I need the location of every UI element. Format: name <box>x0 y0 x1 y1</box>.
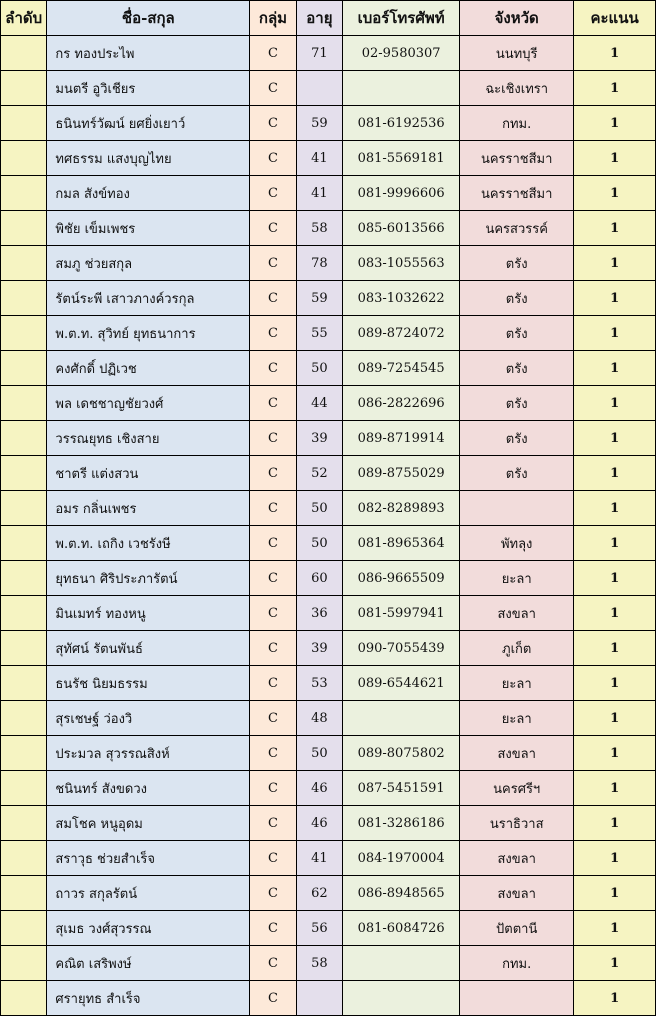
phone-cell[interactable]: 089-6544621 <box>343 666 460 701</box>
score-cell[interactable]: 1 <box>574 526 656 561</box>
province-cell[interactable]: ฉะเชิงเทรา <box>460 71 574 106</box>
score-cell[interactable]: 1 <box>574 631 656 666</box>
name-cell[interactable]: มนตรี อูวิเชียร <box>47 71 250 106</box>
age-cell[interactable]: 46 <box>296 806 342 841</box>
index-cell[interactable] <box>1 211 47 246</box>
index-cell[interactable] <box>1 456 47 491</box>
table-row <box>1 141 656 176</box>
group-cell[interactable]: C <box>250 701 296 736</box>
age-cell[interactable]: 58 <box>296 211 342 246</box>
header-index[interactable]: ลำดับ <box>1 1 47 36</box>
index-cell[interactable] <box>1 981 47 1016</box>
name-cell[interactable]: มินเมทร์ ทองหนู <box>47 596 250 631</box>
name-cell[interactable]: กร ทองประไพ <box>47 36 250 71</box>
province-cell[interactable]: นนทบุรี <box>460 36 574 71</box>
province-cell[interactable]: ยะลา <box>460 701 574 736</box>
index-cell[interactable] <box>1 316 47 351</box>
age-cell[interactable]: 36 <box>296 596 342 631</box>
province-cell[interactable]: ตรัง <box>460 386 574 421</box>
province-cell[interactable] <box>460 981 574 1016</box>
index-cell[interactable] <box>1 946 47 981</box>
table-row <box>1 666 656 701</box>
name-cell[interactable]: ทศธรรม แสงบุญไทย <box>47 141 250 176</box>
phone-cell[interactable]: 086-2822696 <box>343 386 460 421</box>
age-cell[interactable]: 39 <box>296 421 342 456</box>
province-cell[interactable]: นครสวรรค์ <box>460 211 574 246</box>
index-cell[interactable] <box>1 176 47 211</box>
age-cell[interactable] <box>296 71 342 106</box>
age-cell[interactable]: 62 <box>296 876 342 911</box>
name-cell[interactable]: พล เดชชาญชัยวงศ์ <box>47 386 250 421</box>
group-cell[interactable]: C <box>250 841 296 876</box>
score-cell[interactable]: 1 <box>574 841 656 876</box>
score-cell[interactable]: 1 <box>574 281 656 316</box>
province-cell[interactable]: ตรัง <box>460 421 574 456</box>
header-age[interactable]: อายุ <box>296 1 342 36</box>
phone-cell[interactable]: 081-9996606 <box>343 176 460 211</box>
header-row <box>1 1 656 36</box>
index-cell[interactable] <box>1 351 47 386</box>
name-cell[interactable]: สมภู ช่วยสกุล <box>47 246 250 281</box>
table-row <box>1 456 656 491</box>
index-cell[interactable] <box>1 386 47 421</box>
table-row <box>1 281 656 316</box>
score-cell[interactable]: 1 <box>574 351 656 386</box>
index-cell[interactable] <box>1 246 47 281</box>
phone-cell[interactable]: 083-1055563 <box>343 246 460 281</box>
name-cell[interactable]: ถาวร สกุลรัตน์ <box>47 876 250 911</box>
group-cell[interactable]: C <box>250 71 296 106</box>
index-cell[interactable] <box>1 141 47 176</box>
index-cell[interactable] <box>1 421 47 456</box>
phone-cell[interactable]: 02-9580307 <box>343 36 460 71</box>
score-cell[interactable]: 1 <box>574 71 656 106</box>
name-cell[interactable]: สมโชค หนูอุดม <box>47 806 250 841</box>
table-row <box>1 911 656 946</box>
table-row <box>1 841 656 876</box>
group-cell[interactable]: C <box>250 421 296 456</box>
name-cell[interactable]: ประมวล สุวรรณสิงห์ <box>47 736 250 771</box>
province-cell[interactable]: ปัตตานี <box>460 911 574 946</box>
score-cell[interactable]: 1 <box>574 36 656 71</box>
score-cell[interactable]: 1 <box>574 561 656 596</box>
province-cell[interactable]: นครราชสีมา <box>460 141 574 176</box>
phone-cell[interactable]: 081-3286186 <box>343 806 460 841</box>
group-cell[interactable]: C <box>250 771 296 806</box>
index-cell[interactable] <box>1 36 47 71</box>
phone-cell[interactable]: 089-7254545 <box>343 351 460 386</box>
index-cell[interactable] <box>1 701 47 736</box>
province-cell[interactable]: สงขลา <box>460 736 574 771</box>
score-cell[interactable]: 1 <box>574 666 656 701</box>
phone-cell[interactable] <box>343 701 460 736</box>
phone-cell[interactable]: 089-8724072 <box>343 316 460 351</box>
name-cell[interactable]: ชาตรี แต่งสวน <box>47 456 250 491</box>
name-cell[interactable]: คงศักดิ์ ปฏิเวช <box>47 351 250 386</box>
index-cell[interactable] <box>1 666 47 701</box>
age-cell[interactable]: 44 <box>296 386 342 421</box>
group-cell[interactable]: C <box>250 596 296 631</box>
score-cell[interactable]: 1 <box>574 946 656 981</box>
phone-cell[interactable]: 082-8289893 <box>343 491 460 526</box>
group-cell[interactable]: C <box>250 316 296 351</box>
header-phone[interactable]: เบอร์โทรศัพท์ <box>343 1 460 36</box>
age-cell[interactable]: 71 <box>296 36 342 71</box>
phone-cell[interactable] <box>343 946 460 981</box>
group-cell[interactable]: C <box>250 281 296 316</box>
age-cell[interactable]: 50 <box>296 351 342 386</box>
table-row <box>1 176 656 211</box>
table-row <box>1 211 656 246</box>
index-cell[interactable] <box>1 911 47 946</box>
score-cell[interactable]: 1 <box>574 491 656 526</box>
header-score[interactable]: คะแนน <box>574 1 656 36</box>
age-cell[interactable]: 48 <box>296 701 342 736</box>
index-cell[interactable] <box>1 631 47 666</box>
header-group[interactable]: กลุ่ม <box>250 1 296 36</box>
group-cell[interactable]: C <box>250 736 296 771</box>
province-cell[interactable]: พัทลุง <box>460 526 574 561</box>
province-cell[interactable]: นราธิวาส <box>460 806 574 841</box>
name-cell[interactable]: ชนินทร์ สังขดวง <box>47 771 250 806</box>
age-cell[interactable]: 46 <box>296 771 342 806</box>
age-cell[interactable]: 41 <box>296 176 342 211</box>
phone-cell[interactable]: 087-5451591 <box>343 771 460 806</box>
header-province[interactable]: จังหวัด <box>460 1 574 36</box>
group-cell[interactable]: C <box>250 946 296 981</box>
index-cell[interactable] <box>1 876 47 911</box>
phone-cell[interactable] <box>343 981 460 1016</box>
group-cell[interactable]: C <box>250 806 296 841</box>
score-cell[interactable]: 1 <box>574 911 656 946</box>
phone-cell[interactable]: 081-5997941 <box>343 596 460 631</box>
table-row <box>1 876 656 911</box>
table-row <box>1 491 656 526</box>
province-cell[interactable]: ตรัง <box>460 351 574 386</box>
phone-cell[interactable]: 081-8965364 <box>343 526 460 561</box>
table-row <box>1 106 656 141</box>
name-cell[interactable]: สุทัศน์ รัตนพันธ์ <box>47 631 250 666</box>
score-cell[interactable]: 1 <box>574 386 656 421</box>
index-cell[interactable] <box>1 841 47 876</box>
score-cell[interactable]: 1 <box>574 141 656 176</box>
name-cell[interactable]: พ.ต.ท. สุวิทย์ ยุทธนาการ <box>47 316 250 351</box>
name-cell[interactable]: รัตน์ระพี เสาวภางค์วรกุล <box>47 281 250 316</box>
phone-cell[interactable]: 086-8948565 <box>343 876 460 911</box>
group-cell[interactable]: C <box>250 561 296 596</box>
name-cell[interactable]: คณิต เสริพงษ์ <box>47 946 250 981</box>
table-row <box>1 561 656 596</box>
table-row <box>1 421 656 456</box>
province-cell[interactable]: ยะลา <box>460 666 574 701</box>
name-cell[interactable]: พิชัย เข็มเพชร <box>47 211 250 246</box>
age-cell[interactable]: 56 <box>296 911 342 946</box>
age-cell[interactable]: 50 <box>296 736 342 771</box>
index-cell[interactable] <box>1 71 47 106</box>
score-cell[interactable]: 1 <box>574 106 656 141</box>
score-cell[interactable]: 1 <box>574 806 656 841</box>
group-cell[interactable]: C <box>250 456 296 491</box>
phone-cell[interactable] <box>343 71 460 106</box>
score-cell[interactable]: 1 <box>574 736 656 771</box>
age-cell[interactable] <box>296 981 342 1016</box>
index-cell[interactable] <box>1 561 47 596</box>
table-row <box>1 771 656 806</box>
province-cell[interactable]: ตรัง <box>460 316 574 351</box>
phone-cell[interactable]: 089-8719914 <box>343 421 460 456</box>
name-cell[interactable]: ยุทธนา ศิริประภารัตน์ <box>47 561 250 596</box>
table-row <box>1 71 656 106</box>
province-cell[interactable]: ภูเก็ต <box>460 631 574 666</box>
name-cell[interactable]: ธนินทร์วัฒน์ ยศยิ่งเยาว์ <box>47 106 250 141</box>
group-cell[interactable]: C <box>250 351 296 386</box>
index-cell[interactable] <box>1 596 47 631</box>
group-cell[interactable]: C <box>250 491 296 526</box>
province-cell[interactable]: สงขลา <box>460 596 574 631</box>
score-cell[interactable]: 1 <box>574 876 656 911</box>
table-row <box>1 36 656 71</box>
age-cell[interactable]: 53 <box>296 666 342 701</box>
phone-cell[interactable]: 083-1032622 <box>343 281 460 316</box>
age-cell[interactable]: 50 <box>296 491 342 526</box>
age-cell[interactable]: 50 <box>296 526 342 561</box>
score-cell[interactable]: 1 <box>574 456 656 491</box>
table-row <box>1 806 656 841</box>
index-cell[interactable] <box>1 526 47 561</box>
index-cell[interactable] <box>1 806 47 841</box>
group-cell[interactable]: C <box>250 211 296 246</box>
province-cell[interactable]: ตรัง <box>460 281 574 316</box>
index-cell[interactable] <box>1 491 47 526</box>
table-row <box>1 246 656 281</box>
age-cell[interactable]: 41 <box>296 141 342 176</box>
table-row <box>1 351 656 386</box>
age-cell[interactable]: 52 <box>296 456 342 491</box>
name-cell[interactable]: ศรายุทธ สำเร็จ <box>47 981 250 1016</box>
age-cell[interactable]: 41 <box>296 841 342 876</box>
province-cell[interactable]: ตรัง <box>460 456 574 491</box>
group-cell[interactable]: C <box>250 666 296 701</box>
group-cell[interactable]: C <box>250 246 296 281</box>
table-row <box>1 701 656 736</box>
table-row <box>1 596 656 631</box>
name-cell[interactable]: สุรเชษฐ์ ว่องวิ <box>47 701 250 736</box>
province-cell[interactable]: สงขลา <box>460 841 574 876</box>
phone-cell[interactable]: 084-1970004 <box>343 841 460 876</box>
score-cell[interactable]: 1 <box>574 701 656 736</box>
score-cell[interactable]: 1 <box>574 771 656 806</box>
province-cell[interactable]: นครราชสีมา <box>460 176 574 211</box>
name-cell[interactable]: ธนรัช นิยมธรรม <box>47 666 250 701</box>
phone-cell[interactable]: 086-9665509 <box>343 561 460 596</box>
header-name[interactable]: ชื่อ-สกุล <box>47 1 250 36</box>
phone-cell[interactable]: 089-8075802 <box>343 736 460 771</box>
province-cell[interactable] <box>460 491 574 526</box>
province-cell[interactable]: กทม. <box>460 946 574 981</box>
group-cell[interactable]: C <box>250 911 296 946</box>
score-cell[interactable]: 1 <box>574 316 656 351</box>
age-cell[interactable]: 59 <box>296 281 342 316</box>
score-cell[interactable]: 1 <box>574 981 656 1016</box>
phone-cell[interactable]: 089-8755029 <box>343 456 460 491</box>
index-cell[interactable] <box>1 106 47 141</box>
group-cell[interactable]: C <box>250 141 296 176</box>
score-cell[interactable]: 1 <box>574 421 656 456</box>
group-cell[interactable]: C <box>250 526 296 561</box>
name-cell[interactable]: อมร กลิ่นเพชร <box>47 491 250 526</box>
phone-cell[interactable]: 081-6084726 <box>343 911 460 946</box>
age-cell[interactable]: 60 <box>296 561 342 596</box>
province-cell[interactable]: ยะลา <box>460 561 574 596</box>
group-cell[interactable]: C <box>250 981 296 1016</box>
phone-cell[interactable]: 085-6013566 <box>343 211 460 246</box>
table-row <box>1 386 656 421</box>
province-cell[interactable]: ตรัง <box>460 246 574 281</box>
age-cell[interactable]: 55 <box>296 316 342 351</box>
score-cell[interactable]: 1 <box>574 246 656 281</box>
index-cell[interactable] <box>1 771 47 806</box>
score-cell[interactable]: 1 <box>574 211 656 246</box>
name-cell[interactable]: สุเมธ วงศ์สุวรรณ <box>47 911 250 946</box>
phone-cell[interactable]: 081-5569181 <box>343 141 460 176</box>
phone-cell[interactable]: 081-6192536 <box>343 106 460 141</box>
phone-cell[interactable]: 090-7055439 <box>343 631 460 666</box>
province-cell[interactable]: สงขลา <box>460 876 574 911</box>
name-cell[interactable]: พ.ต.ท. เถกิง เวชรังษี <box>47 526 250 561</box>
name-cell[interactable]: สราวุธ ช่วยสำเร็จ <box>47 841 250 876</box>
table-row <box>1 316 656 351</box>
table-row <box>1 631 656 666</box>
name-cell[interactable]: กมล สังข์ทอง <box>47 176 250 211</box>
group-cell[interactable]: C <box>250 106 296 141</box>
province-cell[interactable]: กทม. <box>460 106 574 141</box>
table-row <box>1 526 656 561</box>
group-cell[interactable]: C <box>250 631 296 666</box>
age-cell[interactable]: 78 <box>296 246 342 281</box>
table-row <box>1 946 656 981</box>
score-cell[interactable]: 1 <box>574 596 656 631</box>
table-body <box>1 36 656 1016</box>
group-cell[interactable]: C <box>250 386 296 421</box>
index-cell[interactable] <box>1 281 47 316</box>
group-cell[interactable]: C <box>250 876 296 911</box>
name-cell[interactable]: วรรณยุทธ เชิงสาย <box>47 421 250 456</box>
table-row <box>1 981 656 1016</box>
province-cell[interactable]: นครศรีฯ <box>460 771 574 806</box>
group-cell[interactable]: C <box>250 176 296 211</box>
index-cell[interactable] <box>1 736 47 771</box>
score-cell[interactable]: 1 <box>574 176 656 211</box>
age-cell[interactable]: 39 <box>296 631 342 666</box>
age-cell[interactable]: 59 <box>296 106 342 141</box>
age-cell[interactable]: 58 <box>296 946 342 981</box>
group-cell[interactable]: C <box>250 36 296 71</box>
table-row <box>1 736 656 771</box>
